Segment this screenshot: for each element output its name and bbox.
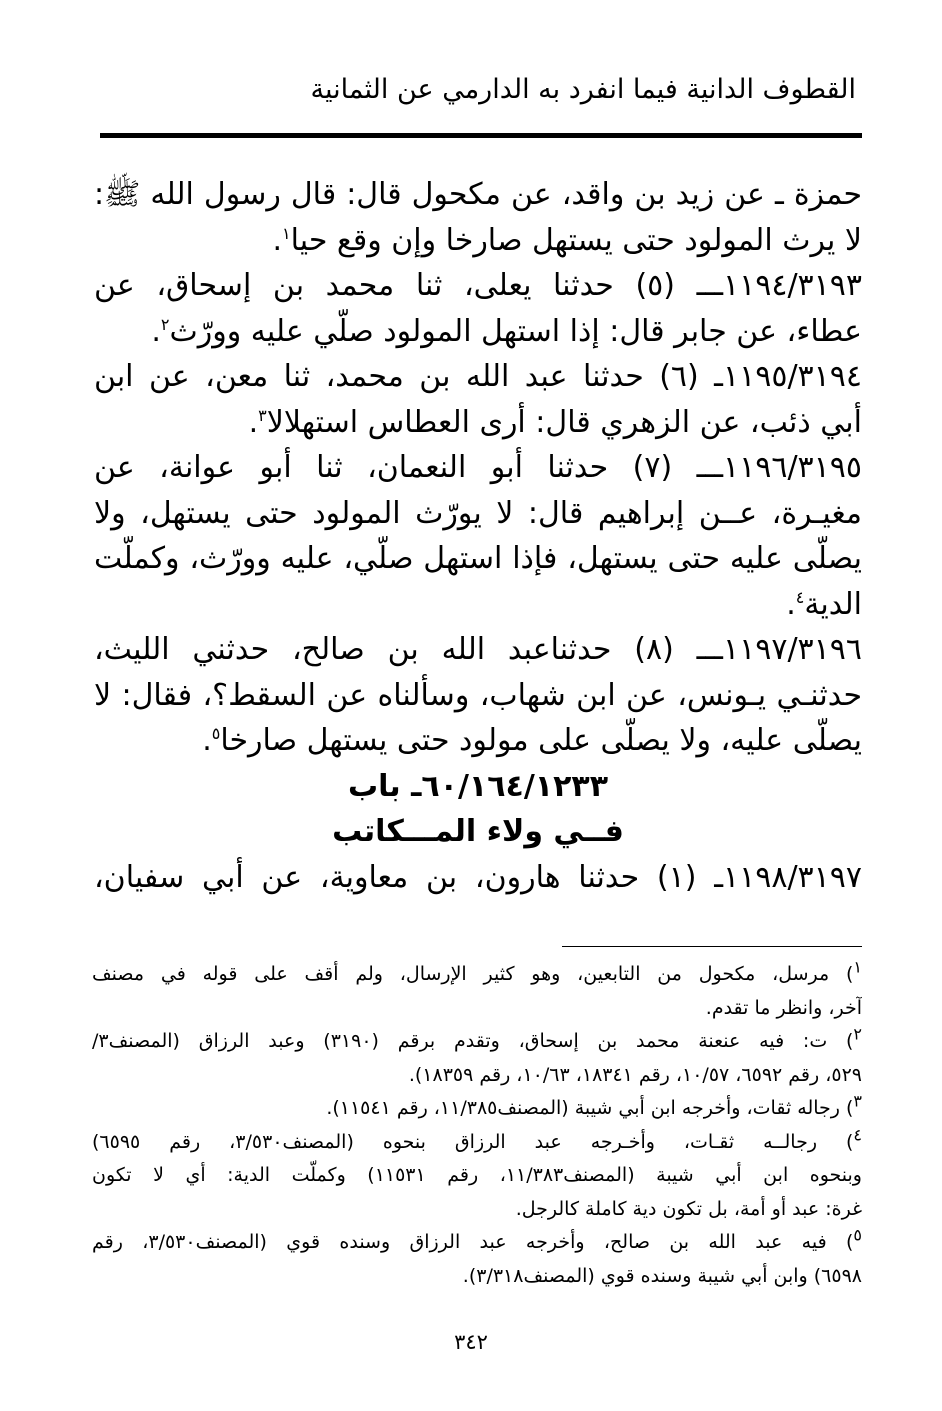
footnote-text: آخر، وانظر ما تقدم. <box>705 996 862 1019</box>
running-header: القطوف الدانية فيما انفرد به الدارمي عن الثمانية <box>310 74 856 105</box>
footnote-number: ٢ <box>853 1025 862 1044</box>
footnote-number: ٣ <box>853 1092 862 1111</box>
text-line <box>94 263 862 309</box>
footnote-line <box>92 1126 862 1160</box>
footnote-text: وبنحوه ابن أبي شيبة (المصنف١١/٣٨٣، رقم ١١٥٣١) وكملّت الدية: أي لا تكون <box>92 1164 862 1186</box>
text-line <box>94 172 862 218</box>
line-suffix: . <box>202 723 212 758</box>
chapter-title: فــي ولاء المـــكاتب <box>332 814 624 849</box>
footnote-text: ) رجاله ثقات، وأخرجه ابن أبي شيبة (المصنف١١/٣٨٥، رقم ١١٥٤١). <box>326 1097 854 1119</box>
text-line <box>94 218 862 264</box>
footnote-text: ) مرسل، مكحول من التابعين، وهو كثير الإرسال، ولم أقف على قوله في مصنف <box>92 963 854 985</box>
line-text: ١١٩٦/٣١٩٥ـــ (٧) حدثنا أبو النعمان، ثنا أبو عوانة، عن <box>94 450 862 485</box>
line-text: يصلّى عليه، ولا يصلّى على مولود حتى يستهل صارخا <box>220 723 862 758</box>
footnote-line <box>92 1059 862 1093</box>
text-line <box>94 445 862 491</box>
chapter-heading: ٦٠/١٦٤/١٢٣٣ـ باب <box>347 768 609 804</box>
footnote-line <box>92 1260 862 1294</box>
line-text: الدية <box>804 586 862 622</box>
footnote-reference: ٤ <box>795 587 805 607</box>
line-text: مغيـرة، عــن إبراهيم قال: لا يورّث المولود حتى يستهل، ولا <box>94 495 862 531</box>
line-text: يصلّى عليه حتى يستهل، فإذا استهل صلّي، عليه وورّث، وكملّت <box>94 541 862 576</box>
line-text: ١١٩٤/٣١٩٣ـــ (٥) حدثنا يعلى، ثنا محمد بن إسحاق، عن <box>94 268 862 303</box>
line-text: لا يرث المولود حتى يستهل صارخا وإن وقع حيا <box>290 222 862 258</box>
page-number: ٣٤٢ <box>454 1330 488 1354</box>
footnotes <box>92 958 862 1293</box>
text-line <box>94 718 862 764</box>
footnote-line <box>92 1193 862 1227</box>
line-text: ١١٩٥/٣١٩٤ـ (٦) حدثنا عبد الله بن محمد، ثنا معن، عن ابن <box>94 359 862 394</box>
footnote-reference: ٢ <box>160 314 170 334</box>
text-line <box>94 673 862 719</box>
footnote-line <box>92 958 862 992</box>
line-text: ١١٩٧/٣١٩٦ـــ (٨) حدثناعبد الله بن صالح، حدثني الليث، <box>94 632 862 667</box>
line-suffix: . <box>272 222 283 258</box>
line-suffix: . <box>786 586 796 622</box>
footnote-number: ٤ <box>853 1125 862 1145</box>
footnote-line <box>92 1025 862 1059</box>
text-line <box>94 536 862 582</box>
line-text: حدثنـي يـونس، عن ابن شهاب، وسألناه عن السقط؟، فقال: لا <box>94 677 862 713</box>
text-line: ١١٩٨/٣١٩٧ـ (١) حدثنا هارون، بن معاوية، عن أبي سفيان، <box>94 859 862 895</box>
footnote-reference: ١ <box>282 223 291 243</box>
main-text <box>94 172 862 900</box>
footnote-text: ٦٥٩٨) وابن أبي شيبة وسنده قوي (المصنف٣/٣١٨). <box>462 1264 862 1287</box>
text-line <box>94 354 862 400</box>
footnote-number: ٥ <box>853 1226 862 1245</box>
text-line <box>94 627 862 673</box>
text-line <box>94 491 862 537</box>
footnote-line <box>92 1159 862 1193</box>
line-suffix: . <box>248 404 259 440</box>
footnote-reference: ٥ <box>211 724 221 743</box>
footnote-separator <box>562 946 862 947</box>
footnote-text: غرة: عبد أو أمة، بل تكون دية كاملة كالرجل. <box>515 1197 862 1220</box>
text-line <box>94 400 862 446</box>
footnote-text: ) ت: فيه عنعنة محمد بن إسحاق، وتقدم برقم (٣١٩٠) وعبد الرزاق (المصنف٣/ <box>92 1030 854 1052</box>
line-text: حمزة ـ عن زيد بن واقد، عن مكحول قال: قال رسول الله ﷺ: <box>94 177 862 212</box>
text-line <box>94 582 862 628</box>
line-text: عطاء، عن جابر قال: إذا استهل المولود صلّي عليه وورّث <box>169 313 862 349</box>
line-text: أبي ذئب، عن الزهري قال: أرى العطاس استهلالا <box>266 404 862 440</box>
line-suffix: . <box>151 313 161 349</box>
header-rule <box>100 133 862 138</box>
footnote-text: ٥٢٩، رقم ٦٥٩٢، ١٠/٥٧، رقم ١٨٣٤١، ١٠/٦٣، رقم ١٨٣٥٩). <box>408 1063 862 1086</box>
text-line <box>94 309 862 355</box>
footnote-line <box>92 992 862 1026</box>
footnote-number: ١ <box>853 958 862 977</box>
footnote-reference: ٣ <box>258 405 267 425</box>
footnote-line <box>92 1092 862 1126</box>
footnote-line <box>92 1226 862 1260</box>
footnote-text: ) فيه عبد الله بن صالح، وأخرجه عبد الرزاق وسنده قوي (المصنف٣/٥٣٠، رقم <box>92 1231 854 1253</box>
footnote-text: ) رجالــه ثقـات، وأخـرجه عبد الرزاق بنحوه (المصنف٣/٥٣٠، رقم ٦٥٩٥) <box>92 1130 854 1153</box>
